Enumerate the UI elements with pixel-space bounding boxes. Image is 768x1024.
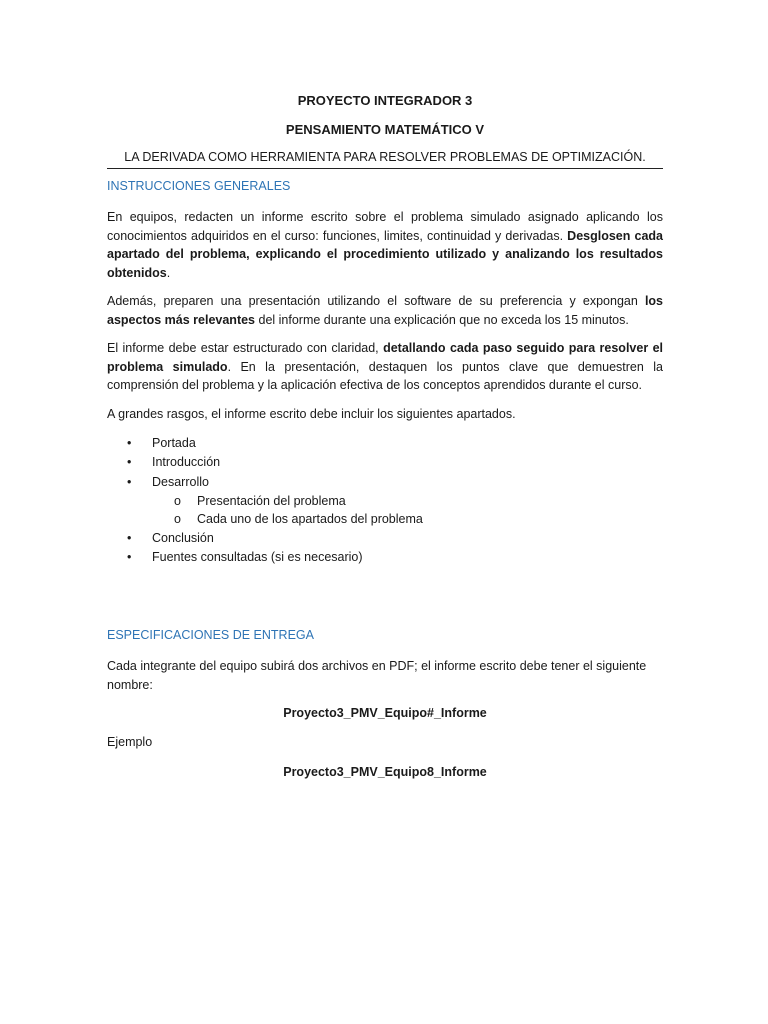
list-item-label: Desarrollo	[152, 474, 209, 489]
project-subtitle: LA DERIVADA COMO HERRAMIENTA PARA RESOLVER PROBLEMAS DE OPTIMIZACIÓN.	[107, 149, 663, 169]
course-title: PENSAMIENTO MATEMÁTICO V	[285, 122, 485, 137]
sections-list	[107, 434, 663, 567]
paragraph-bold-text: los aspectos más relevantes	[107, 294, 663, 327]
paragraph-text: Además, preparen una presentación utilizando el software de su preferencia y expongan	[107, 294, 645, 308]
example-label: Ejemplo	[107, 735, 153, 750]
sub-list-item-label: Presentación del problema	[197, 493, 346, 508]
sub-list-item	[107, 510, 663, 529]
bullet-icon: •	[127, 455, 132, 470]
list-item	[107, 548, 663, 567]
document-title: PROYECTO INTEGRADOR 3	[297, 93, 473, 108]
paragraph-text: El informe debe estar estructurado con claridad,	[107, 341, 384, 355]
bullet-icon: •	[127, 530, 132, 545]
filename-example: Proyecto3_PMV_Equipo8_Informe	[283, 764, 487, 779]
bullet-icon: •	[127, 550, 132, 565]
circle-bullet-icon: o	[174, 512, 181, 527]
sub-list-item	[107, 492, 663, 511]
paragraph-end: . En la presentación, destaquen los puntos clave que demuestren la comprensión del problema y la aplicación efectiva de los conceptos aprendidos durante el curso.	[107, 359, 663, 392]
list-item	[107, 434, 663, 453]
list-item	[107, 473, 663, 492]
filename-pattern: Proyecto3_PMV_Equipo#_Informe	[283, 706, 487, 721]
document-body	[107, 92, 663, 781]
list-item	[107, 529, 663, 548]
instructions-paragraph-2	[107, 292, 663, 329]
instructions-paragraph-3	[107, 339, 663, 395]
paragraph-text: En equipos, redacten un informe escrito sobre el problema simulado asignado aplicando los conocimientos adquiridos en el curso: funciones, limites, continuidad y derivadas.	[107, 210, 663, 243]
sub-list-container	[107, 492, 663, 529]
bullet-icon: •	[127, 474, 132, 489]
circle-bullet-icon: o	[174, 493, 181, 508]
paragraph-end: del informe durante una explicación que no exceda los 15 minutos.	[255, 312, 629, 327]
list-item-label: Fuentes consultadas (si es necesario)	[152, 550, 363, 565]
list-item-label: Introducción	[152, 455, 221, 470]
sub-list-item-label: Cada uno de los apartados del problema	[197, 512, 423, 527]
bullet-icon: •	[127, 436, 132, 450]
delivery-paragraph: Cada integrante del equipo subirá dos archivos en PDF; el informe escrito debe tener el siguiente nombre:	[107, 659, 647, 692]
paragraph-bold-text: detallando cada paso seguido para resolver el problema simulado	[107, 341, 664, 374]
section-heading-instructions: INSTRUCCIONES GENERALES	[107, 179, 291, 193]
list-item-label: Portada	[152, 436, 196, 450]
list-item	[107, 453, 663, 472]
sub-list	[107, 492, 663, 529]
list-item-label: Conclusión	[152, 530, 214, 545]
section-heading-delivery: ESPECIFICACIONES DE ENTREGA	[107, 628, 314, 643]
paragraph-bold-text: Desglosen cada apartado del problema, explicando el procedimiento utilizado y analizando los resultados obtenidos	[107, 228, 663, 280]
instructions-paragraph-4: A grandes rasgos, el informe escrito debe incluir los siguientes apartados.	[107, 406, 516, 421]
paragraph-end: .	[166, 265, 171, 280]
instructions-paragraph-1	[107, 208, 663, 282]
